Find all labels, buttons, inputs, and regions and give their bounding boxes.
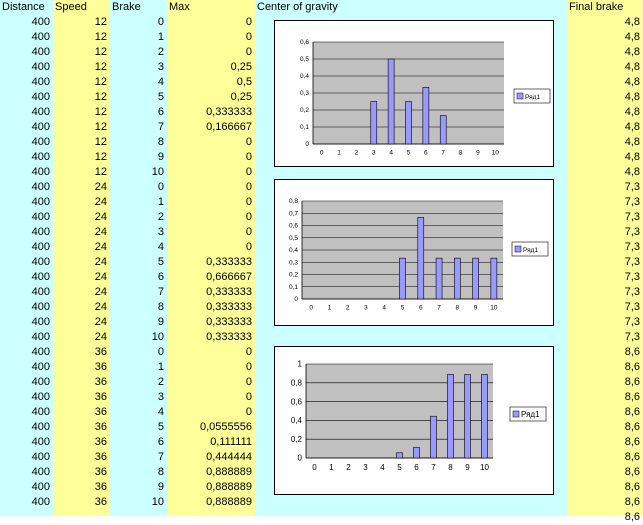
distance-cell[interactable]: 400 [31, 196, 50, 208]
x-tick-label: 8 [455, 304, 460, 312]
final-brake-cell[interactable]: 4,8 [624, 16, 640, 28]
max-cell[interactable]: 0,25 [230, 61, 252, 73]
speed-column [53, 0, 110, 516]
max-cell[interactable]: 0,333333 [206, 286, 252, 298]
x-tick-label: 10 [490, 304, 498, 312]
x-tick-label: 4 [389, 149, 393, 157]
max-cell[interactable]: 0,25 [230, 91, 252, 103]
bar [397, 453, 403, 458]
brake-cell[interactable]: 8 [157, 136, 164, 148]
brake-cell[interactable]: 0 [157, 346, 164, 358]
brake-cell[interactable]: 4 [157, 241, 164, 253]
final-brake-header[interactable]: Final brake [569, 1, 624, 13]
max-cell[interactable]: 0 [245, 31, 252, 43]
x-tick-label: 5 [400, 304, 405, 312]
max-cell[interactable]: 0,111111 [210, 436, 252, 448]
x-tick-label: 9 [476, 149, 480, 157]
max-cell[interactable]: 0,333333 [206, 301, 252, 313]
distance-cell[interactable]: 400 [31, 421, 50, 433]
final-brake-cell[interactable]: 8,6 [624, 361, 640, 373]
distance-cell[interactable]: 400 [31, 136, 50, 148]
final-brake-cell[interactable]: 7,3 [624, 301, 640, 313]
speed-cell[interactable]: 24 [94, 211, 107, 223]
max-cell[interactable]: 0,0555556 [200, 421, 252, 433]
x-tick-label: 3 [363, 463, 368, 472]
brake-cell[interactable]: 2 [157, 211, 164, 223]
max-cell[interactable]: 0 [245, 391, 252, 403]
distance-cell[interactable]: 400 [31, 106, 50, 118]
brake-cell[interactable]: 5 [157, 256, 164, 268]
y-tick-label: 0,2 [288, 271, 298, 279]
x-tick-label: 7 [441, 149, 446, 157]
final-brake-cell[interactable]: 8,6 [624, 436, 640, 448]
bar [388, 59, 394, 144]
max-cell[interactable]: 0 [245, 346, 252, 358]
max-column [167, 0, 255, 516]
chart-3[interactable] [274, 346, 554, 495]
brake-cell[interactable]: 0 [157, 181, 164, 193]
bar [454, 258, 460, 299]
speed-cell[interactable]: 24 [94, 226, 107, 238]
speed-cell[interactable]: 24 [94, 196, 107, 208]
final-brake-cell[interactable]: 7,3 [624, 316, 640, 328]
y-tick-label: 0,3 [299, 90, 309, 98]
speed-cell[interactable]: 24 [94, 241, 107, 253]
final-brake-cell[interactable]: 7,3 [624, 271, 640, 283]
distance-cell[interactable]: 400 [31, 256, 50, 268]
final-brake-column [567, 0, 643, 523]
distance-cell[interactable]: 400 [31, 361, 50, 373]
x-tick-label: 8 [448, 463, 453, 472]
max-cell[interactable]: 0 [245, 151, 252, 163]
brake-cell[interactable]: 3 [157, 226, 164, 238]
brake-cell[interactable]: 1 [157, 196, 164, 208]
max-cell[interactable]: 0 [245, 361, 252, 373]
bar [440, 116, 446, 144]
distance-cell[interactable]: 400 [31, 331, 50, 343]
speed-cell[interactable]: 12 [94, 31, 107, 43]
brake-cell[interactable]: 5 [157, 91, 164, 103]
speed-cell[interactable]: 12 [94, 76, 107, 88]
brake-column [110, 0, 167, 516]
y-tick-label: 0,4 [299, 73, 309, 81]
final-brake-cell[interactable]: 7,3 [624, 181, 640, 193]
x-tick-label: 3 [364, 304, 368, 312]
distance-column [0, 0, 53, 516]
distance-cell[interactable]: 400 [31, 436, 50, 448]
y-tick-label: 0,8 [288, 198, 298, 206]
speed-cell[interactable] [53, 510, 110, 525]
x-tick-label: 0 [312, 463, 317, 472]
brake-cell[interactable]: 10 [151, 496, 164, 508]
brake-cell[interactable]: 3 [157, 61, 164, 73]
max-header[interactable]: Max [169, 1, 190, 13]
brake-cell[interactable]: 9 [157, 316, 164, 328]
bar [465, 374, 471, 458]
x-tick-label: 1 [329, 463, 334, 472]
speed-cell[interactable]: 24 [94, 286, 107, 298]
y-tick-label: 1 [297, 359, 302, 369]
speed-cell[interactable]: 36 [94, 466, 107, 478]
speed-cell[interactable]: 12 [94, 166, 107, 178]
speed-cell[interactable]: 36 [94, 451, 107, 463]
distance-cell[interactable]: 400 [31, 346, 50, 358]
x-tick-label: 7 [437, 304, 441, 312]
y-tick-label: 0 [294, 296, 298, 304]
x-tick-label: 8 [458, 149, 463, 157]
final-brake-cell[interactable]: 7,3 [624, 241, 640, 253]
y-tick-label: 0,6 [288, 222, 298, 230]
final-brake-cell[interactable]: 7,3 [624, 331, 640, 343]
y-tick-label: 0 [305, 141, 309, 149]
legend-label: Ряд1 [523, 247, 539, 254]
x-tick-label: 9 [473, 304, 478, 312]
final-brake-cell[interactable]: 4,8 [624, 61, 640, 73]
final-brake-cell[interactable]: 8,6 [624, 421, 640, 433]
brake-cell[interactable]: 1 [157, 31, 164, 43]
brake-cell[interactable]: 7 [157, 121, 164, 133]
y-tick-label: 0,1 [288, 283, 298, 291]
speed-cell[interactable]: 36 [94, 496, 107, 508]
max-cell[interactable]: 0,888889 [206, 466, 252, 478]
final-brake-cell[interactable]: 4,8 [624, 46, 640, 58]
final-brake-cell[interactable]: 8,6 [624, 406, 640, 418]
speed-cell[interactable]: 12 [94, 151, 107, 163]
y-tick-label: 0,5 [299, 56, 309, 64]
max-cell[interactable]: 0,666667 [206, 271, 252, 283]
brake-cell[interactable]: 8 [157, 301, 164, 313]
legend-swatch [517, 93, 523, 99]
final-brake-cell[interactable]: 7,3 [624, 211, 640, 223]
legend [512, 242, 548, 256]
max-cell[interactable]: 0 [245, 376, 252, 388]
final-brake-cell[interactable]: 8,6 [624, 481, 640, 493]
speed-cell[interactable]: 24 [94, 331, 107, 343]
brake-cell[interactable]: 7 [157, 451, 164, 463]
bar [418, 217, 424, 299]
distance-cell[interactable]: 400 [31, 226, 50, 238]
brake-cell[interactable]: 0 [157, 16, 164, 28]
x-tick-label: 0 [319, 149, 324, 157]
max-cell[interactable]: 0,333333 [206, 106, 252, 118]
brake-cell[interactable]: 7 [157, 286, 164, 298]
max-cell[interactable]: 0,166667 [206, 121, 252, 133]
distance-cell[interactable]: 400 [31, 451, 50, 463]
speed-cell[interactable]: 12 [94, 121, 107, 133]
max-cell[interactable]: 0,888889 [206, 496, 252, 508]
max-cell[interactable]: 0 [245, 181, 252, 193]
brake-cell[interactable]: 3 [157, 391, 164, 403]
legend [514, 89, 550, 103]
brake-cell[interactable]: 9 [157, 151, 164, 163]
legend-label: Ряд1 [521, 410, 540, 419]
x-tick-label: 3 [371, 149, 376, 157]
max-cell[interactable]: 0,333333 [206, 331, 252, 343]
max-cell[interactable]: 0 [245, 406, 252, 418]
x-tick-label: 2 [354, 149, 359, 157]
distance-cell[interactable]: 400 [31, 151, 50, 163]
distance-cell[interactable]: 400 [31, 481, 50, 493]
y-tick-label: 0,6 [299, 39, 309, 47]
y-tick-label: 0,7 [288, 210, 298, 218]
brake-cell[interactable] [110, 510, 167, 525]
max-cell[interactable]: 0,5 [236, 76, 252, 88]
x-tick-label: 6 [418, 304, 423, 312]
final-brake-cell[interactable]: 4,8 [624, 106, 640, 118]
final-brake-cell[interactable]: 8,6 [624, 511, 640, 523]
x-tick-label: 0 [309, 304, 313, 312]
bar [406, 102, 412, 145]
distance-cell[interactable]: 400 [31, 91, 50, 103]
distance-cell[interactable]: 400 [31, 286, 50, 298]
brake-cell[interactable]: 10 [151, 331, 164, 343]
speed-cell[interactable]: 24 [94, 301, 107, 313]
chart-1[interactable] [274, 20, 554, 167]
max-cell[interactable]: 0 [245, 16, 252, 28]
brake-header[interactable]: Brake [112, 1, 141, 13]
x-tick-label: 5 [406, 149, 411, 157]
max-cell[interactable]: 0 [245, 241, 252, 253]
final-brake-cell[interactable]: 8,6 [624, 376, 640, 388]
x-tick-label: 10 [491, 149, 499, 157]
chart-3-svg [275, 347, 553, 494]
distance-cell[interactable]: 400 [31, 406, 50, 418]
final-brake-cell[interactable]: 4,8 [624, 136, 640, 148]
bar [423, 87, 429, 144]
final-brake-cell[interactable]: 8,6 [624, 346, 640, 358]
y-tick-label: 0,4 [290, 416, 302, 426]
distance-cell[interactable]: 400 [31, 316, 50, 328]
bar [482, 374, 488, 458]
max-cell[interactable]: 0,888889 [206, 481, 252, 493]
speed-cell[interactable]: 36 [94, 391, 107, 403]
legend-swatch [515, 246, 521, 252]
x-tick-label: 9 [465, 463, 470, 472]
speed-cell[interactable]: 36 [94, 436, 107, 448]
distance-cell[interactable]: 400 [31, 166, 50, 178]
speed-cell[interactable]: 36 [94, 421, 107, 433]
y-tick-label: 0,4 [288, 247, 298, 255]
brake-cell[interactable]: 8 [157, 466, 164, 478]
chart-2[interactable] [274, 179, 554, 326]
distance-cell[interactable]: 400 [31, 466, 50, 478]
brake-cell[interactable]: 9 [157, 481, 164, 493]
chart-1-svg [275, 21, 553, 166]
legend-label: Ряд1 [525, 94, 541, 101]
brake-cell[interactable]: 4 [157, 406, 164, 418]
final-brake-cell[interactable]: 8,6 [624, 496, 640, 508]
final-brake-cell[interactable]: 4,8 [624, 121, 640, 133]
distance-cell[interactable]: 400 [31, 391, 50, 403]
speed-cell[interactable]: 12 [94, 136, 107, 148]
x-tick-label: 5 [397, 463, 402, 472]
y-tick-label: 0,8 [290, 378, 302, 388]
y-tick-label: 0,5 [288, 234, 298, 242]
speed-cell[interactable]: 36 [94, 346, 107, 358]
brake-cell[interactable]: 5 [157, 421, 164, 433]
final-brake-cell[interactable]: 7,3 [624, 196, 640, 208]
y-tick-label: 0,2 [290, 434, 302, 444]
distance-cell[interactable]: 400 [31, 76, 50, 88]
final-brake-cell[interactable]: 8,6 [624, 391, 640, 403]
x-tick-label: 4 [382, 304, 387, 312]
brake-cell[interactable]: 2 [157, 46, 164, 58]
brake-cell[interactable]: 4 [157, 76, 164, 88]
final-brake-cell[interactable]: 7,3 [624, 256, 640, 268]
final-brake-cell[interactable]: 4,8 [624, 31, 640, 43]
x-tick-label: 4 [380, 463, 385, 472]
max-cell[interactable]: 0 [245, 136, 252, 148]
bar [491, 258, 497, 299]
distance-cell[interactable] [0, 510, 53, 525]
max-cell[interactable]: 0 [245, 196, 252, 208]
legend-swatch [513, 411, 519, 417]
bar [400, 258, 406, 299]
brake-cell[interactable]: 10 [151, 166, 164, 178]
bar [473, 258, 479, 299]
speed-cell[interactable]: 24 [94, 181, 107, 193]
distance-cell[interactable]: 400 [31, 16, 50, 28]
final-brake-cell[interactable]: 8,6 [624, 451, 640, 463]
chart-2-svg [275, 180, 553, 325]
max-cell[interactable]: 0 [245, 166, 252, 178]
bar [414, 448, 420, 458]
y-tick-label: 0 [297, 453, 302, 463]
center-of-gravity-header[interactable]: Center of gravity [257, 1, 338, 13]
speed-cell[interactable]: 36 [94, 481, 107, 493]
speed-cell[interactable]: 24 [94, 316, 107, 328]
x-tick-label: 6 [414, 463, 419, 472]
distance-cell[interactable]: 400 [31, 496, 50, 508]
max-cell[interactable]: 0,333333 [206, 256, 252, 268]
speed-cell[interactable]: 12 [94, 16, 107, 28]
speed-cell[interactable]: 24 [94, 271, 107, 283]
final-brake-cell[interactable]: 7,3 [624, 286, 640, 298]
bar [436, 258, 442, 299]
speed-cell[interactable]: 12 [94, 46, 107, 58]
x-tick-label: 10 [480, 463, 489, 472]
distance-cell[interactable]: 400 [31, 301, 50, 313]
max-cell[interactable]: 0 [245, 211, 252, 223]
y-tick-label: 0,3 [288, 259, 298, 267]
speed-header[interactable]: Speed [55, 1, 87, 13]
speed-cell[interactable]: 36 [94, 376, 107, 388]
final-brake-cell[interactable]: 8,6 [624, 466, 640, 478]
final-brake-cell[interactable]: 4,8 [624, 166, 640, 178]
brake-cell[interactable]: 6 [157, 271, 164, 283]
speed-cell[interactable]: 36 [94, 406, 107, 418]
distance-cell[interactable]: 400 [31, 181, 50, 193]
speed-cell[interactable]: 24 [94, 256, 107, 268]
speed-cell[interactable]: 12 [94, 61, 107, 73]
y-tick-label: 0,6 [290, 397, 302, 407]
x-tick-label: 1 [327, 304, 332, 312]
x-tick-label: 1 [337, 149, 341, 157]
bar [448, 374, 454, 458]
distance-cell[interactable]: 400 [31, 61, 50, 73]
distance-cell[interactable]: 400 [31, 121, 50, 133]
max-cell[interactable] [167, 510, 255, 525]
distance-cell[interactable]: 400 [31, 241, 50, 253]
distance-cell[interactable]: 400 [31, 46, 50, 58]
final-brake-cell[interactable]: 4,8 [624, 76, 640, 88]
distance-cell[interactable]: 400 [31, 31, 50, 43]
x-tick-label: 2 [346, 463, 351, 472]
final-brake-cell[interactable]: 4,8 [624, 151, 640, 163]
brake-cell[interactable]: 2 [157, 376, 164, 388]
max-cell[interactable]: 0 [245, 46, 252, 58]
distance-header[interactable]: Distance [2, 1, 45, 13]
y-tick-label: 0,2 [299, 107, 309, 115]
x-tick-label: 7 [431, 463, 436, 472]
bar [431, 416, 437, 458]
x-tick-label: 6 [424, 149, 428, 157]
max-cell[interactable]: 0,333333 [206, 316, 252, 328]
max-cell[interactable]: 0 [245, 226, 252, 238]
speed-cell[interactable]: 12 [94, 106, 107, 118]
max-cell[interactable]: 0,444444 [206, 451, 252, 463]
brake-cell[interactable]: 6 [157, 436, 164, 448]
final-brake-cell[interactable]: 7,3 [624, 226, 640, 238]
x-tick-label: 2 [345, 304, 350, 312]
speed-cell[interactable]: 36 [94, 361, 107, 373]
brake-cell[interactable]: 1 [157, 361, 164, 373]
bar [371, 102, 377, 145]
speed-cell[interactable]: 12 [94, 91, 107, 103]
distance-cell[interactable]: 400 [31, 376, 50, 388]
distance-cell[interactable]: 400 [31, 211, 50, 223]
final-brake-cell[interactable]: 4,8 [624, 91, 640, 103]
distance-cell[interactable]: 400 [31, 271, 50, 283]
legend [510, 407, 546, 421]
brake-cell[interactable]: 6 [157, 106, 164, 118]
y-tick-label: 0,1 [299, 124, 309, 132]
